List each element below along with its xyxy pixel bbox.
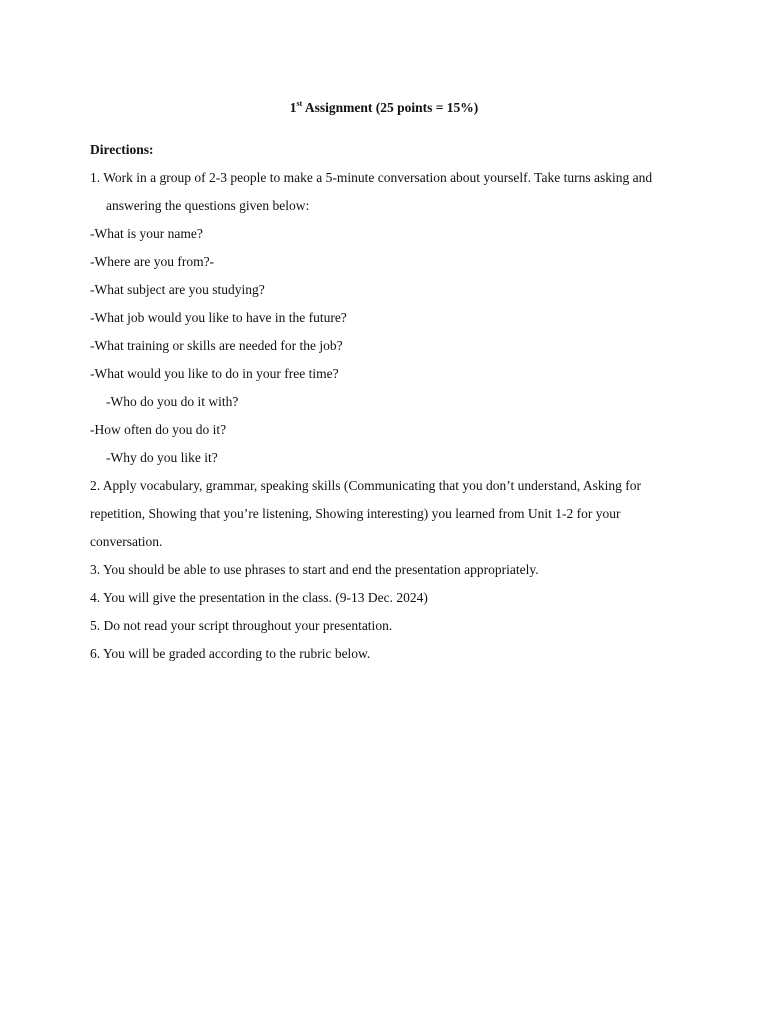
direction-line: conversation. [90, 534, 163, 549]
assignment-title [0, 99, 768, 117]
direction-line: 5. Do not read your script throughout your presentation. [90, 618, 393, 633]
direction-line: 2. Apply vocabulary, grammar, speaking skills (Communicating that you don’t understand, Asking for [90, 478, 642, 493]
title-text: Assignment (25 points = 15%) [302, 100, 479, 115]
title-superscript: st [296, 99, 303, 108]
direction-line: 3. You should be able to use phrases to start and end the presentation appropriately. [90, 562, 539, 577]
directions-heading: Directions: [90, 142, 154, 157]
direction-line: 6. You will be graded according to the rubric below. [90, 646, 371, 661]
question-line: -What is your name? [90, 226, 203, 241]
question-line: -Who do you do it with? [106, 394, 239, 409]
question-line: -What job would you like to have in the future? [90, 310, 347, 325]
question-line: -What would you like to do in your free time? [90, 366, 339, 381]
question-line: -Why do you like it? [106, 450, 218, 465]
question-line: -What training or skills are needed for the job? [90, 338, 343, 353]
direction-line: repetition, Showing that you’re listening, Showing interesting) you learned from Unit 1-2 for your [90, 506, 621, 521]
question-line: -Where are you from?- [90, 254, 215, 269]
question-line: -How often do you do it? [90, 422, 227, 437]
direction-line: 1. Work in a group of 2-3 people to make a 5-minute conversation about yourself. Take turns asking and [90, 170, 653, 185]
question-line: -What subject are you studying? [90, 282, 265, 297]
direction-line: answering the questions given below: [106, 198, 310, 213]
direction-line: 4. You will give the presentation in the class. (9-13 Dec. 2024) [90, 590, 428, 605]
title-number: 1 [289, 100, 297, 115]
